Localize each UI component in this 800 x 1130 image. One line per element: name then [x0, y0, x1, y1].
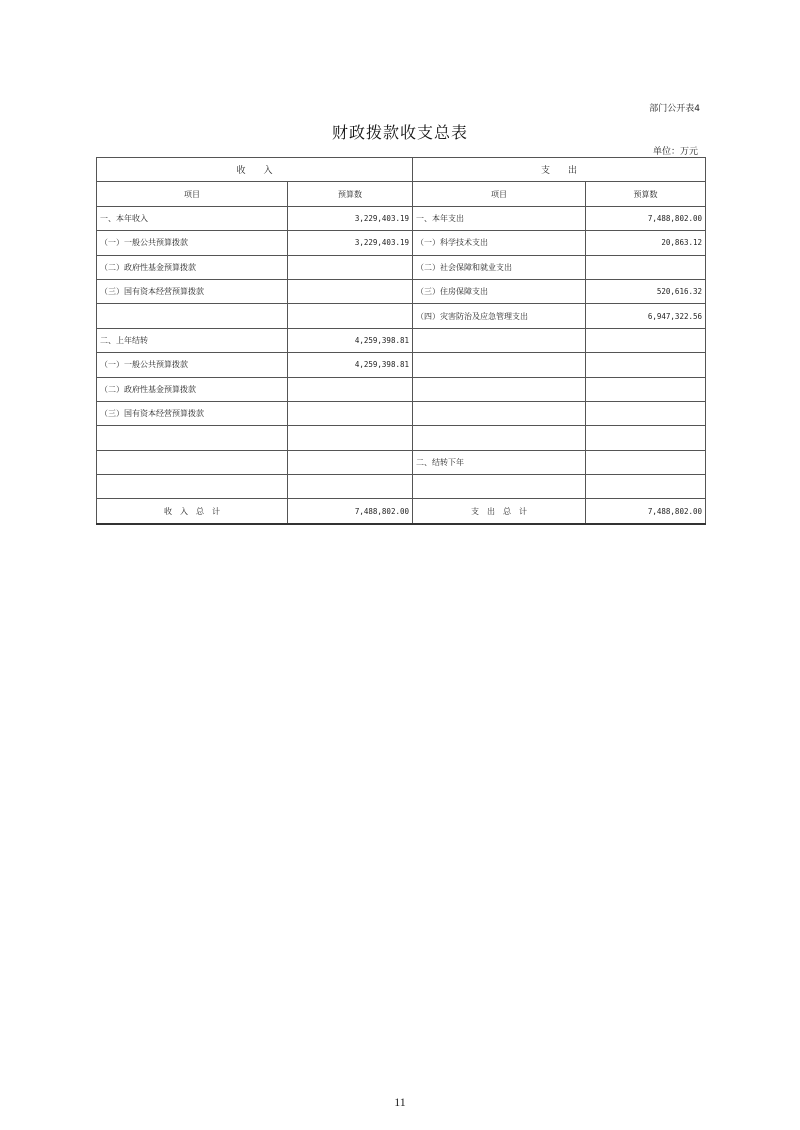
expense-amount-cell	[586, 401, 706, 425]
income-amount-cell	[288, 255, 413, 279]
expense-item-cell: 一、本年支出	[413, 206, 586, 230]
budget-table	[96, 157, 706, 525]
income-item-cell: 一、本年收入	[97, 206, 288, 230]
income-item-cell	[97, 475, 288, 499]
income-item-cell: （二）政府性基金预算拨款	[97, 255, 288, 279]
income-amount-header: 预算数	[288, 182, 413, 206]
income-amount-cell	[288, 377, 413, 401]
expense-total-amount: 7,488,802.00	[586, 499, 706, 524]
income-amount-cell: 3,229,403.19	[288, 231, 413, 255]
expense-amount-cell	[586, 475, 706, 499]
income-item-cell: （三）国有资本经营预算拨款	[97, 401, 288, 425]
page-title: 财政拨款收支总表	[331, 123, 468, 142]
table-row	[97, 401, 706, 425]
expense-amount-cell: 520,616.32	[586, 279, 706, 303]
expense-amount-cell: 7,488,802.00	[586, 206, 706, 230]
income-item-cell	[97, 304, 288, 328]
table-row	[97, 279, 706, 303]
expense-amount-cell	[586, 377, 706, 401]
income-amount-cell	[288, 426, 413, 450]
expense-item-cell: （三）住房保障支出	[413, 279, 586, 303]
expense-amount-cell	[586, 450, 706, 474]
expense-item-cell	[413, 426, 586, 450]
expense-item-cell	[413, 353, 586, 377]
totals-row	[97, 499, 706, 524]
income-total-amount: 7,488,802.00	[288, 499, 413, 524]
income-item-cell	[97, 426, 288, 450]
expense-item-cell: （一）科学技术支出	[413, 231, 586, 255]
column-header-row	[97, 182, 706, 206]
expense-amount-cell: 6,947,322.56	[586, 304, 706, 328]
expense-amount-cell	[586, 255, 706, 279]
form-code: 部门公开表4	[649, 104, 700, 114]
unit-label: 单位：万元	[652, 147, 698, 157]
income-amount-cell: 4,259,398.81	[288, 328, 413, 352]
expense-total-label: 支 出 总 计	[413, 499, 586, 524]
expense-item-header: 项目	[413, 182, 586, 206]
expense-amount-cell	[586, 426, 706, 450]
table-row	[97, 426, 706, 450]
income-item-cell: （一）一般公共预算拨款	[97, 353, 288, 377]
expense-amount-cell	[586, 353, 706, 377]
table-row	[97, 255, 706, 279]
table-row	[97, 206, 706, 230]
table-row	[97, 304, 706, 328]
table-row	[97, 328, 706, 352]
income-item-cell: 二、上年结转	[97, 328, 288, 352]
income-item-cell: （三）国有资本经营预算拨款	[97, 279, 288, 303]
income-item-cell: （二）政府性基金预算拨款	[97, 377, 288, 401]
expense-item-cell: 二、结转下年	[413, 450, 586, 474]
expense-item-cell	[413, 377, 586, 401]
page-number: 11	[394, 1095, 406, 1109]
income-amount-cell: 3,229,403.19	[288, 206, 413, 230]
table-row	[97, 475, 706, 499]
expense-section-header: 支 出	[413, 158, 706, 182]
expense-item-cell	[413, 328, 586, 352]
income-item-header: 项目	[97, 182, 288, 206]
expense-item-cell: （四）灾害防治及应急管理支出	[413, 304, 586, 328]
expense-amount-cell: 20,863.12	[586, 231, 706, 255]
expense-item-cell: （二）社会保障和就业支出	[413, 255, 586, 279]
income-amount-cell	[288, 450, 413, 474]
expense-amount-header: 预算数	[586, 182, 706, 206]
income-amount-cell	[288, 279, 413, 303]
expense-item-cell	[413, 401, 586, 425]
income-total-label: 收 入 总 计	[97, 499, 288, 524]
table-row	[97, 450, 706, 474]
income-item-cell	[97, 450, 288, 474]
section-header-row	[97, 158, 706, 182]
income-amount-cell	[288, 304, 413, 328]
expense-item-cell	[413, 475, 586, 499]
expense-amount-cell	[586, 328, 706, 352]
table-row	[97, 353, 706, 377]
income-amount-cell	[288, 401, 413, 425]
income-section-header: 收 入	[97, 158, 413, 182]
income-item-cell: （一）一般公共预算拨款	[97, 231, 288, 255]
income-amount-cell: 4,259,398.81	[288, 353, 413, 377]
table-row	[97, 377, 706, 401]
table-row	[97, 231, 706, 255]
income-amount-cell	[288, 475, 413, 499]
